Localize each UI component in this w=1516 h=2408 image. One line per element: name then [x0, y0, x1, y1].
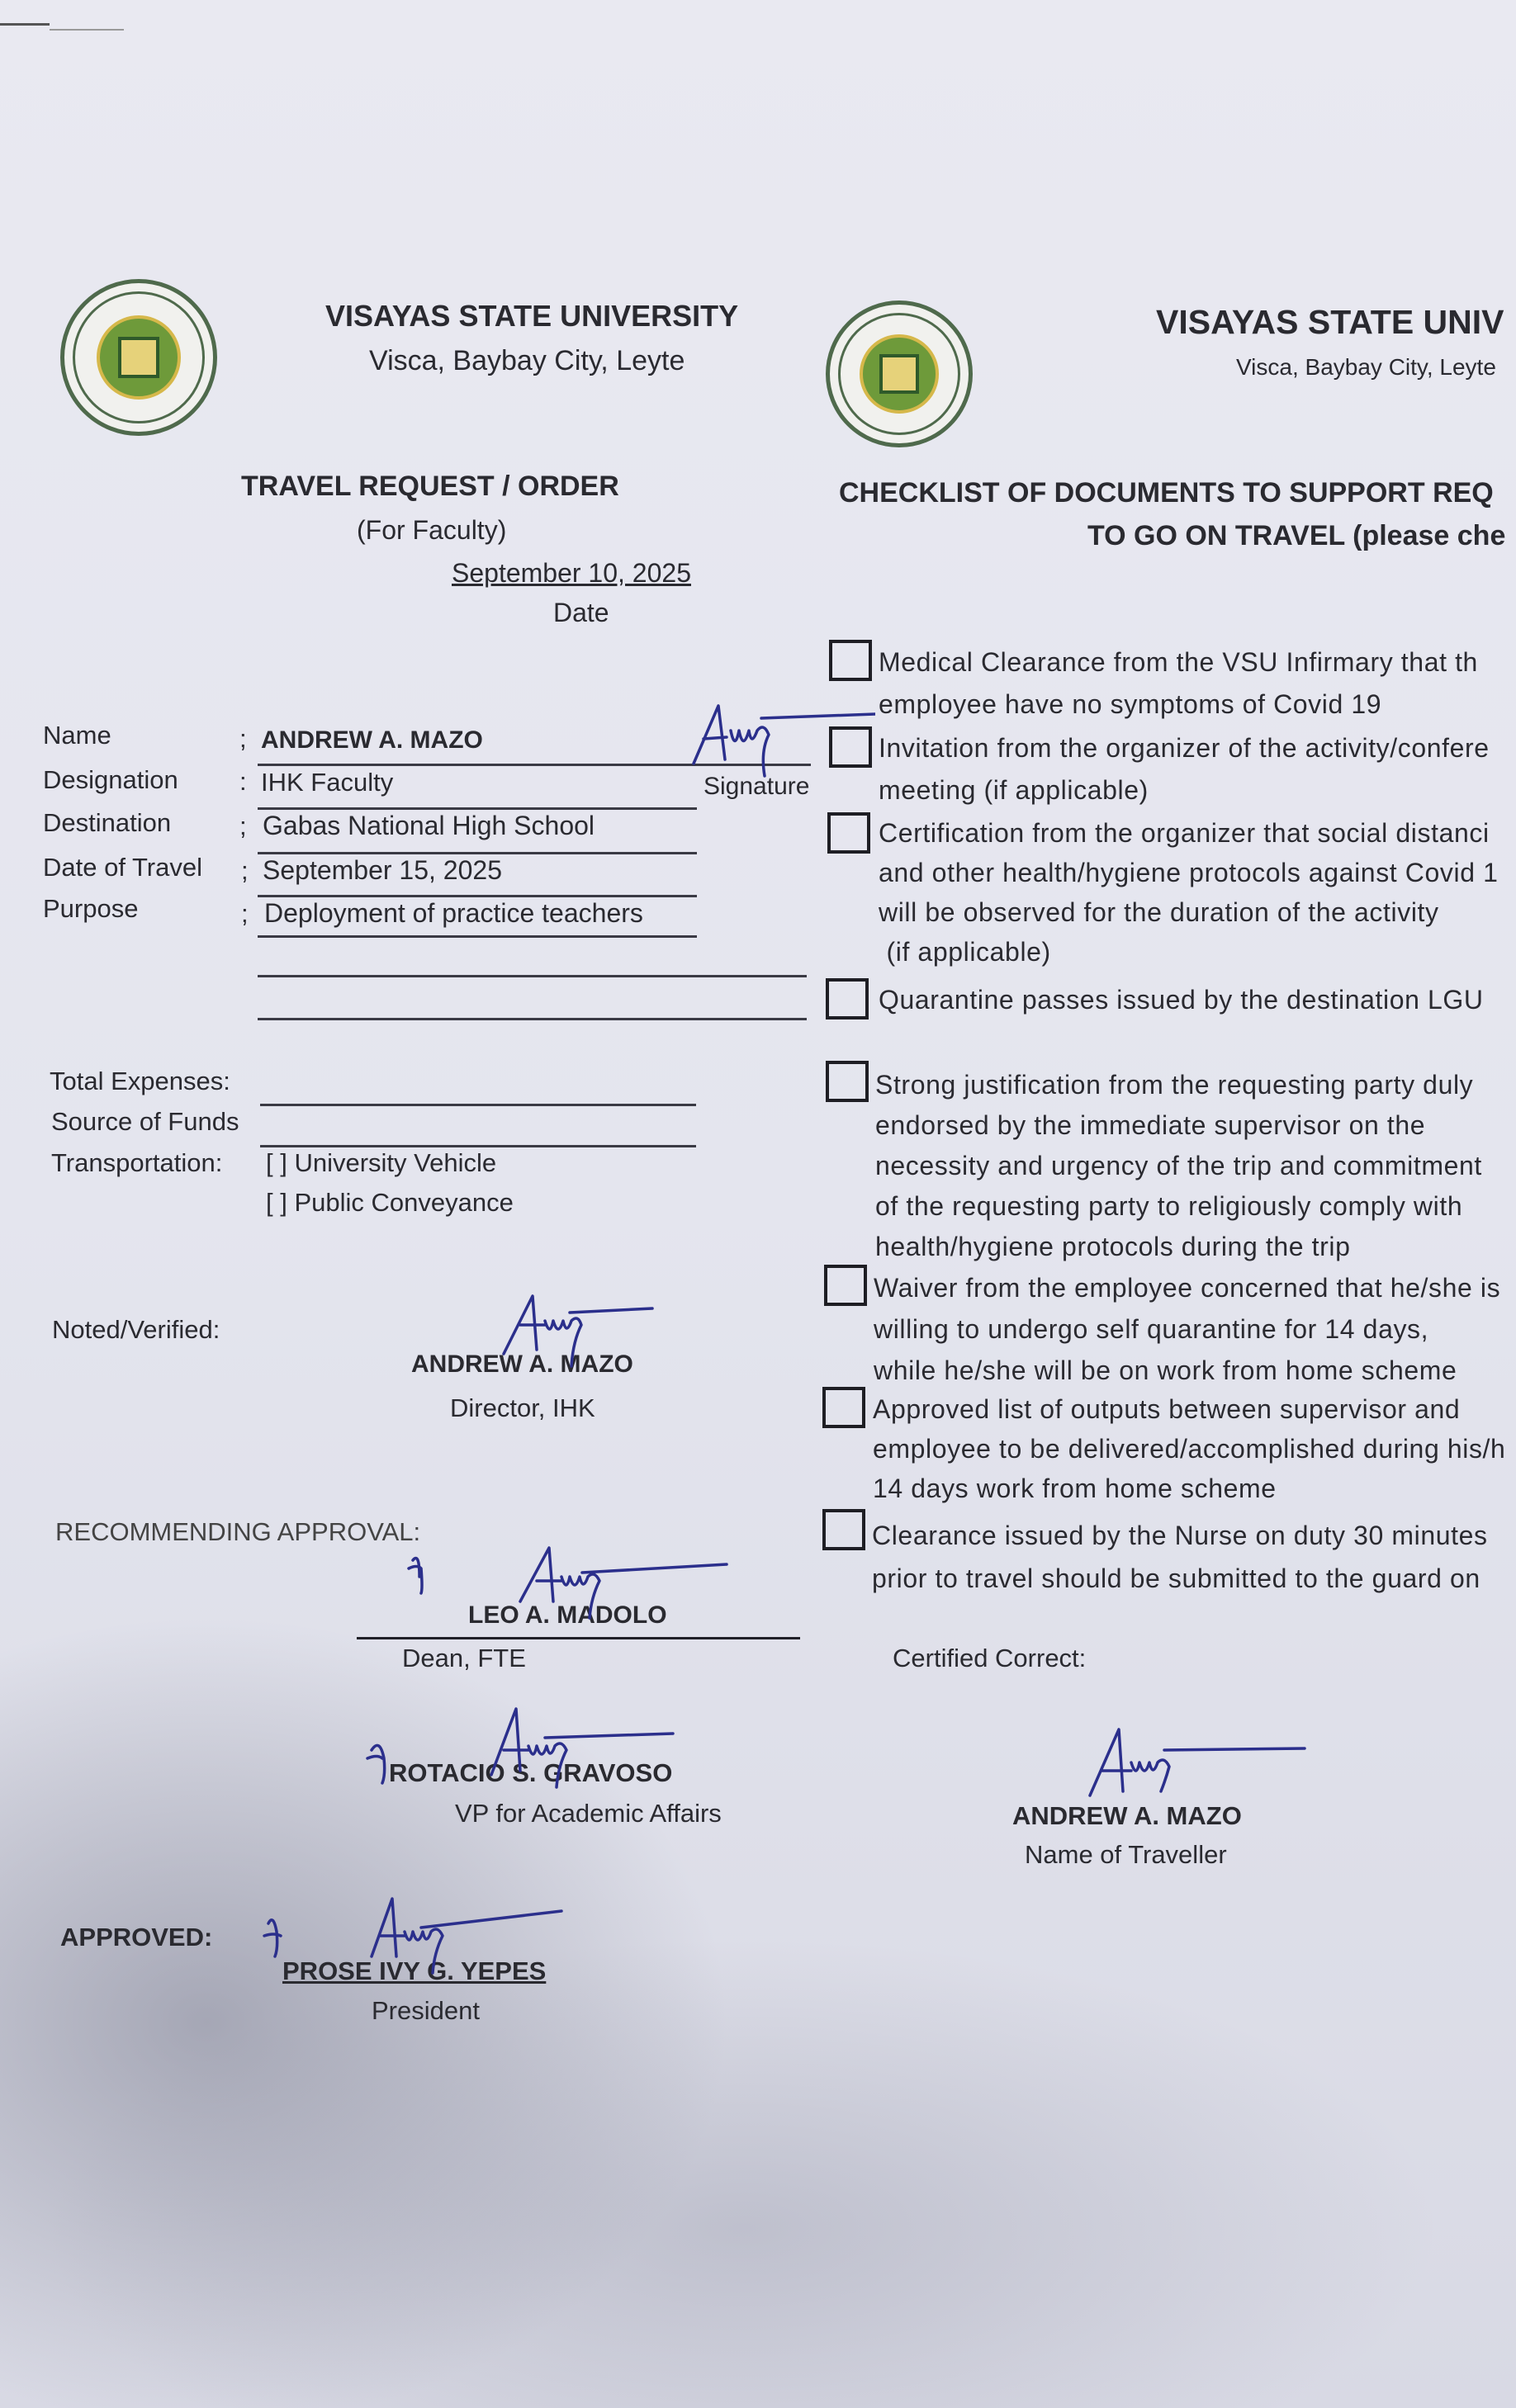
traveller-name: ANDREW A. MAZO [1012, 1801, 1242, 1830]
noted-title: Director, IHK [450, 1393, 595, 1422]
form-title: TRAVEL REQUEST / ORDER [241, 471, 619, 502]
recommending-title-1: Dean, FTE [402, 1644, 526, 1672]
traveller-label: Name of Traveller [1025, 1840, 1227, 1869]
checklist-line: Invitation from the organizer of the activity/confere [879, 733, 1490, 763]
signature-label: Signature [704, 773, 810, 800]
checklist-line: Strong justification from the requesting party duly [875, 1070, 1474, 1100]
certified-correct-label: Certified Correct: [893, 1644, 1087, 1672]
checklist-line: of the requesting party to religiously comply with [875, 1191, 1463, 1221]
checklist-line: Waiver from the employee concerned that he/she is [874, 1273, 1501, 1303]
transport-option-university-vehicle[interactable]: [ ] University Vehicle [266, 1148, 497, 1177]
checklist-line: health/hygiene protocols during the trip [875, 1232, 1351, 1261]
checklist-item [879, 979, 1484, 1021]
date-of-travel-underline [258, 895, 697, 897]
signature-recommending-2 [359, 1701, 689, 1800]
total-expenses-line [260, 1104, 696, 1106]
recommending-name-2: ROTACIO S. GRAVOSO [389, 1758, 673, 1787]
approved-title: President [372, 1996, 480, 2025]
checklist-line: employee have no symptoms of Covid 19 [879, 689, 1382, 719]
checklist-line: while he/she will be on work from home scheme [874, 1355, 1457, 1385]
designation-value: IHK Faculty [261, 768, 394, 797]
signature-approved [256, 1890, 570, 1981]
checklist-line: Quarantine passes issued by the destination LGU [879, 985, 1484, 1015]
name-value: ANDREW A. MAZO [261, 726, 483, 754]
university-address: Visca, Baybay City, Leyte [1236, 354, 1496, 380]
purpose-label: Purpose [43, 894, 139, 923]
signature-noted [487, 1288, 669, 1379]
checklist-item [875, 1065, 1482, 1267]
checklist-line: (if applicable) [879, 937, 1051, 967]
destination-label: Destination [43, 808, 172, 837]
checklist-line: Certification from the organizer that social distanci [879, 818, 1490, 848]
recommending-label: RECOMMENDING APPROVAL: [55, 1517, 421, 1546]
checklist-checkbox[interactable] [822, 1387, 865, 1428]
checklist-line: willing to undergo self quarantine for 14 days, [874, 1314, 1429, 1344]
checklist-title-line-1: CHECKLIST OF DOCUMENTS TO SUPPORT REQ [839, 477, 1494, 509]
checklist-item [879, 727, 1490, 811]
date-of-travel-label: Date of Travel [43, 853, 202, 882]
university-name: VISAYAS STATE UNIV [1156, 303, 1504, 341]
transport-option-public-conveyance[interactable]: [ ] Public Conveyance [266, 1188, 514, 1217]
checklist-checkbox[interactable] [829, 640, 872, 681]
checklist-line: Clearance issued by the Nurse on duty 30 minutes [872, 1521, 1488, 1550]
total-expenses-label: Total Expenses: [50, 1067, 230, 1095]
approved-label: APPROVED: [60, 1923, 213, 1951]
form-subtitle: (For Faculty) [357, 515, 507, 545]
checklist-item [879, 813, 1498, 972]
noted-label: Noted/Verified: [52, 1315, 220, 1344]
name-sep: ; [239, 724, 247, 753]
checklist-line: Medical Clearance from the VSU Infirmary that th [879, 647, 1478, 677]
approved-name: PROSE IVY G. YEPES [282, 1956, 547, 1985]
destination-underline [258, 852, 697, 854]
date-of-travel-sep: ; [241, 856, 249, 885]
university-address: Visca, Baybay City, Leyte [369, 345, 685, 376]
checklist-line: 14 days work from home scheme [873, 1474, 1277, 1503]
checklist-item [874, 1267, 1500, 1391]
signature-name-field [685, 698, 875, 821]
purpose-underline [258, 935, 697, 938]
checklist-line: endorsed by the immediate supervisor on the [875, 1110, 1426, 1140]
checklist-line: prior to travel should be submitted to the guard on [872, 1564, 1480, 1593]
university-seal [826, 300, 973, 447]
stray-mark [50, 29, 124, 31]
source-of-funds-line [260, 1145, 696, 1147]
purpose-sep: ; [241, 899, 249, 928]
designation-label: Designation [43, 765, 178, 794]
purpose-value: Deployment of practice teachers [264, 898, 643, 928]
date-of-travel-value: September 15, 2025 [263, 855, 502, 885]
recommending-title-2: VP for Academic Affairs [455, 1799, 722, 1828]
checklist-title-line-2: TO GO ON TRAVEL (please che [1087, 520, 1506, 551]
noted-name: ANDREW A. MAZO [411, 1351, 633, 1378]
university-seal [60, 279, 217, 436]
checklist-checkbox[interactable] [826, 978, 869, 1019]
checklist-checkbox[interactable] [824, 1265, 867, 1306]
checklist-item [873, 1389, 1505, 1508]
destination-value: Gabas National High School [263, 811, 595, 840]
checklist-line: meeting (if applicable) [879, 775, 1149, 805]
checklist-line: necessity and urgency of the trip and commitment [875, 1151, 1482, 1180]
designation-underline [258, 807, 697, 810]
source-of-funds-label: Source of Funds [51, 1107, 239, 1136]
request-date: September 10, 2025 [452, 558, 691, 588]
checklist-line: Approved list of outputs between supervisor and [873, 1394, 1461, 1424]
date-label: Date [553, 598, 609, 627]
checklist-line: employee to be delivered/accomplished during his/h [873, 1434, 1506, 1464]
signature-traveller [1073, 1717, 1321, 1816]
transportation-label: Transportation: [51, 1148, 223, 1177]
name-label: Name [43, 721, 111, 750]
checklist-line: will be observed for the duration of the activity [879, 897, 1439, 927]
recommending-name-1: LEO A. MADOLO [468, 1601, 667, 1629]
checklist-item [879, 641, 1478, 726]
checklist-line: and other health/hygiene protocols against Covid 1 [879, 858, 1499, 887]
checklist-checkbox[interactable] [822, 1509, 865, 1550]
purpose-extra-line [258, 1018, 807, 1020]
purpose-extra-line [258, 975, 807, 977]
signature-recommending-1 [396, 1535, 743, 1626]
recommending-signature-line [357, 1637, 800, 1639]
destination-sep: ; [239, 811, 247, 840]
checklist-checkbox[interactable] [826, 1061, 869, 1102]
university-name: VISAYAS STATE UNIVERSITY [325, 299, 739, 333]
checklist-item [872, 1514, 1488, 1600]
designation-sep: : [239, 767, 247, 796]
stray-mark [0, 23, 50, 26]
